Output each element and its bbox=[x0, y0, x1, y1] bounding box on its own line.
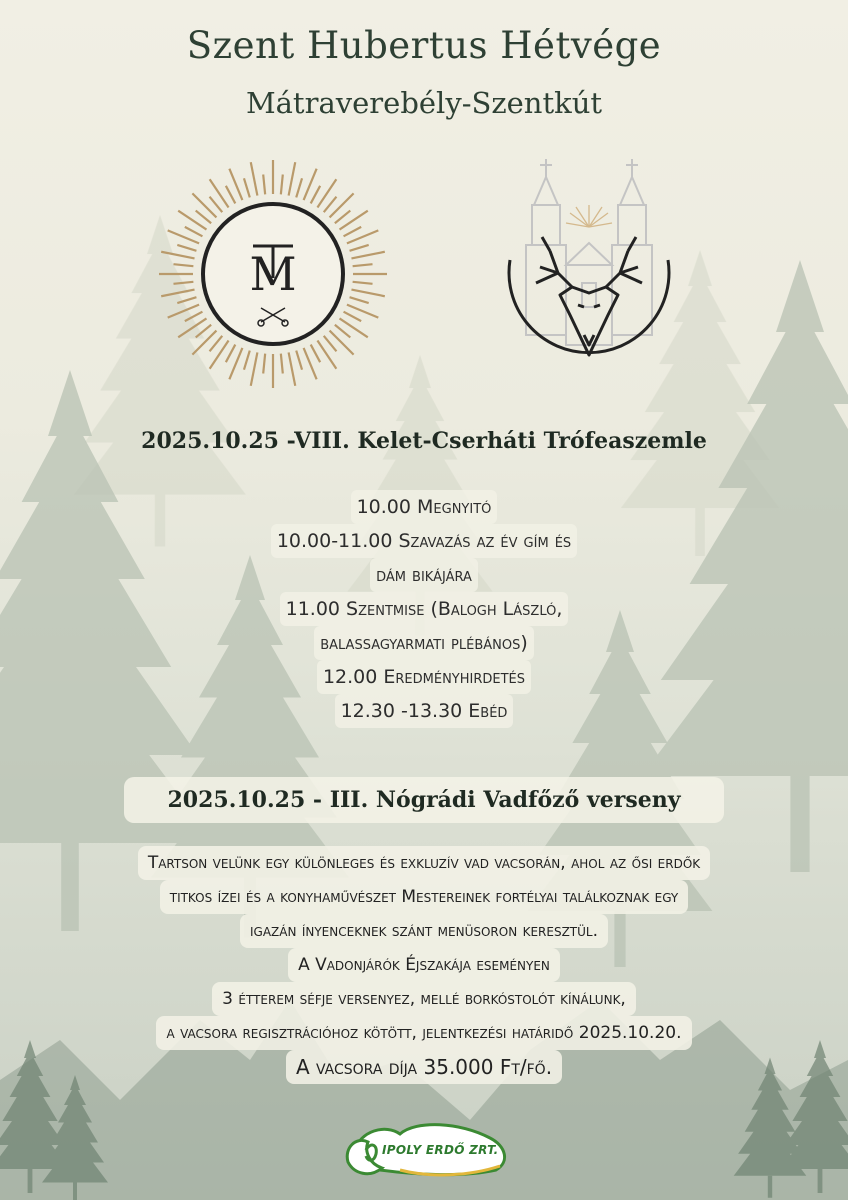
page-subtitle: Mátraverebély-Szentkút bbox=[245, 86, 603, 120]
program-line: 10.00-11.00 Szavazás az év gím és bbox=[271, 524, 577, 558]
sunburst-ray bbox=[351, 290, 384, 297]
sunburst-ray bbox=[185, 312, 203, 321]
tm-monogram-sunburst-icon bbox=[157, 158, 389, 390]
sunburst-ray bbox=[317, 179, 336, 207]
sunburst-ray bbox=[353, 282, 373, 284]
ipoly-logo-text: IPOLY ERDŐ ZRT. bbox=[382, 1143, 499, 1157]
sunburst-ray bbox=[196, 211, 211, 224]
event2-heading: 2025.10.25 - III. Nógrádi Vadfőző verseny bbox=[124, 777, 724, 823]
svg-text:M: M bbox=[249, 247, 297, 301]
program-line: dám bikájára bbox=[370, 558, 478, 592]
sunburst-ray bbox=[177, 245, 196, 251]
sunburst-ray bbox=[244, 351, 250, 370]
description-line: igazán ínyenceknek szánt menüsoron keresztül. bbox=[240, 914, 608, 948]
program-line: balassagyarmati plébános) bbox=[314, 626, 534, 660]
sunburst-ray bbox=[317, 341, 336, 369]
sunburst-ray bbox=[196, 325, 211, 338]
sunburst-ray bbox=[173, 264, 193, 266]
sunburst-ray bbox=[344, 312, 362, 321]
sunburst-ray bbox=[350, 245, 369, 251]
sunburst-ray bbox=[251, 352, 258, 385]
sunburst-ray bbox=[335, 325, 350, 338]
sunburst-ray bbox=[324, 197, 337, 212]
description-line: A Vadonjárók Éjszakája eseményen bbox=[288, 948, 560, 982]
description-line: Tartson velünk egy különleges és exkluzív vad vacsorán, ahol az ősi erdők bbox=[138, 846, 710, 880]
sunburst-ray bbox=[210, 341, 229, 369]
description-line: a vacsora regisztrációhoz kötött, jelentkezési határidő 2025.10.20. bbox=[156, 1016, 691, 1050]
sunburst-ray bbox=[335, 211, 350, 224]
sunburst-ray bbox=[177, 297, 196, 303]
sunburst-ray bbox=[263, 354, 265, 374]
sunburst-ray bbox=[226, 186, 235, 204]
program-line: 11.00 Szentmise (Balogh László, bbox=[280, 592, 569, 626]
event2-description bbox=[20, 846, 828, 1086]
sunburst-ray bbox=[281, 174, 283, 194]
sunburst-ray bbox=[178, 211, 206, 230]
sunburst-ray bbox=[296, 178, 302, 197]
sunburst-ray bbox=[340, 211, 368, 230]
description-line: titkos ízei és a konyhaművészet Mestereinek fortélyai találkoznak egy bbox=[160, 880, 689, 914]
sunburst-ray bbox=[281, 354, 283, 374]
sunburst-ray bbox=[324, 336, 337, 351]
description-line: 3 étterem séfje versenyez, mellé borkóstolót kínálunk, bbox=[212, 982, 636, 1016]
sunburst-ray bbox=[226, 345, 235, 363]
sunburst-ray bbox=[311, 345, 320, 363]
sunburst-ray bbox=[340, 318, 368, 337]
sunburst-ray bbox=[178, 318, 206, 337]
sunburst-ray bbox=[330, 331, 354, 355]
sunburst-ray bbox=[311, 186, 320, 204]
sunburst-ray bbox=[350, 297, 369, 303]
sunburst-ray bbox=[263, 174, 265, 194]
price-line: A vacsora díja 35.000 Ft/fő. bbox=[286, 1050, 562, 1084]
sunburst-ray bbox=[351, 252, 384, 259]
program-line: 12.30 -13.30 Ebéd bbox=[335, 694, 514, 728]
sunburst-ray bbox=[289, 352, 296, 385]
sunburst-ray bbox=[244, 178, 250, 197]
sunburst-ray bbox=[251, 162, 258, 195]
event1-heading: 2025.10.25 -VIII. Kelet-Cserháti Trófeaszemle bbox=[141, 428, 707, 454]
event1-program bbox=[200, 490, 648, 728]
basilica-deer-emblem-icon bbox=[500, 155, 680, 395]
sunburst-ray bbox=[161, 252, 194, 259]
sunburst-ray bbox=[192, 331, 216, 355]
program-line: 12.00 Eredményhirdetés bbox=[317, 660, 531, 694]
program-line: 10.00 Megnyitó bbox=[351, 490, 498, 524]
sunburst-ray bbox=[353, 264, 373, 266]
sunburst-ray bbox=[344, 227, 362, 236]
sunburst-ray bbox=[289, 162, 296, 195]
page-title: Szent Hubertus Hétvége bbox=[186, 24, 662, 67]
sunburst-ray bbox=[192, 193, 216, 217]
sunburst-ray bbox=[210, 179, 229, 207]
sunburst-ray bbox=[210, 336, 223, 351]
sunburst-ray bbox=[173, 282, 193, 284]
sunburst-ray bbox=[330, 193, 354, 217]
sunburst-ray bbox=[296, 351, 302, 370]
sunburst-ray bbox=[161, 290, 194, 297]
sunburst-ray bbox=[185, 227, 203, 236]
sunburst-ray bbox=[210, 197, 223, 212]
